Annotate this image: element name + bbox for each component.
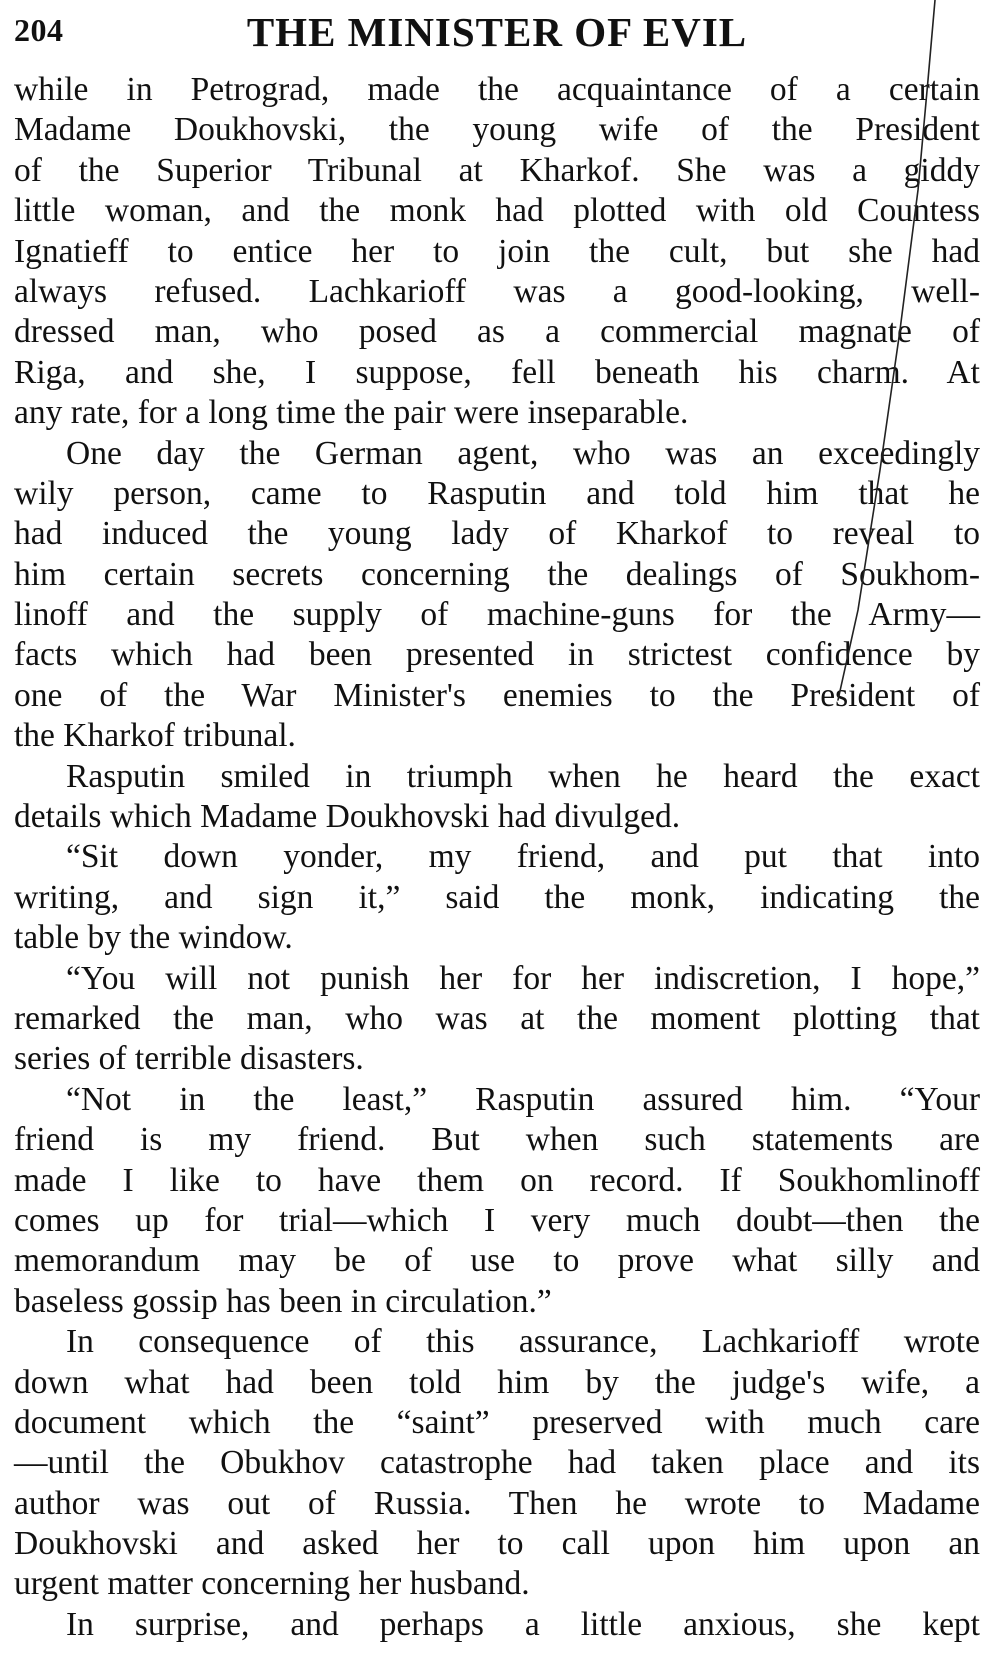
text-line: Ignatieff to entice her to join the cult, but she had	[14, 232, 980, 270]
text-line: any rate, for a long time the pair were inseparable.	[14, 394, 689, 432]
text-line: wily person, came to Rasputin and told him that he	[14, 474, 980, 512]
text-line: comes up for trial—which I very much doubt—then the	[14, 1201, 980, 1239]
text-line: writing, and sign it,” said the monk, indicating the	[14, 878, 980, 916]
text-line: author was out of Russia. Then he wrote to Madame	[14, 1484, 980, 1522]
body-text	[14, 70, 980, 1645]
text-line: baseless gossip has been in circulation.”	[14, 1282, 552, 1320]
text-line: Riga, and she, I suppose, fell beneath his charm. At	[14, 353, 980, 391]
text-line: series of terrible disasters.	[14, 1040, 364, 1078]
text-line: dressed man, who posed as a commercial magnate of	[14, 313, 980, 351]
text-line: Madame Doukhovski, the young wife of the President	[14, 111, 980, 149]
page-number: 204	[14, 12, 64, 48]
text-line: down what had been told him by the judge's wife, a	[14, 1363, 980, 1401]
text-line: table by the window.	[14, 919, 293, 957]
text-line: document which the “saint” preserved with much care	[14, 1403, 980, 1441]
text-line: little woman, and the monk had plotted with old Countess	[14, 192, 980, 230]
paragraph-first-line: “Sit down yonder, my friend, and put that into	[66, 838, 980, 876]
paragraph-first-line: In surprise, and perhaps a little anxious, she kept	[66, 1605, 980, 1643]
text-line: facts which had been presented in strictest confidence by	[14, 636, 980, 674]
text-line: memorandum may be of use to prove what silly and	[14, 1242, 980, 1280]
text-line: made I like to have them on record. If Soukhomlinoff	[14, 1161, 980, 1199]
page-header	[14, 0, 980, 58]
paragraph-first-line: “You will not punish her for her indiscretion, I hope,”	[66, 959, 980, 997]
text-line: had induced the young lady of Kharkof to reveal to	[14, 515, 980, 553]
text-line: him certain secrets concerning the dealings of Soukhom-	[14, 555, 980, 593]
paragraph-first-line: “Not in the least,” Rasputin assured him. “Your	[66, 1080, 980, 1118]
text-line: one of the War Minister's enemies to the President of	[14, 676, 980, 714]
text-line: while in Petrograd, made the acquaintance of a certain	[14, 71, 980, 108]
text-line: Doukhovski and asked her to call upon him upon an	[14, 1525, 980, 1563]
running-title: THE MINISTER OF EVIL	[246, 9, 748, 55]
text-line: the Kharkof tribunal.	[14, 717, 296, 755]
text-line: remarked the man, who was at the moment plotting that	[14, 999, 980, 1037]
text-line: friend is my friend. But when such statements are	[14, 1121, 980, 1159]
paragraph-first-line: One day the German agent, who was an exceedingly	[66, 434, 980, 472]
paragraph-first-line: In consequence of this assurance, Lachkarioff wrote	[66, 1323, 980, 1361]
text-line: linoff and the supply of machine-guns for the Army—	[14, 596, 980, 634]
text-line: —until the Obukhov catastrophe had taken place and its	[14, 1444, 980, 1482]
text-line: details which Madame Doukhovski had divulged.	[14, 798, 681, 836]
text-line: always refused. Lachkarioff was a good-looking, well-	[14, 272, 980, 310]
paragraph-first-line: Rasputin smiled in triumph when he heard the exact	[66, 757, 980, 795]
text-line: of the Superior Tribunal at Kharkof. She was a giddy	[14, 151, 980, 189]
text-line: urgent matter concerning her husband.	[14, 1565, 530, 1603]
book-page	[14, 0, 980, 1672]
